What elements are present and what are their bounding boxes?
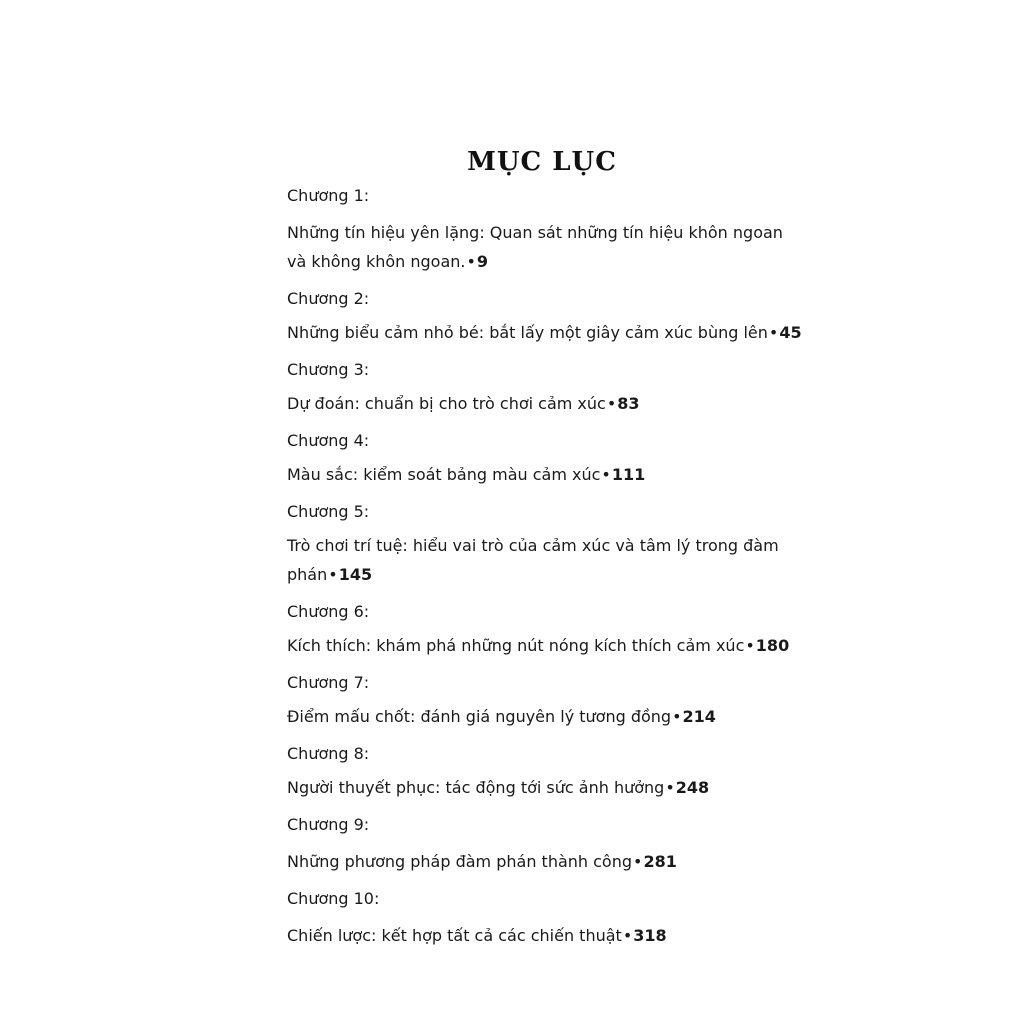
separator-bullet: • <box>768 323 779 342</box>
page-number: 281 <box>643 852 677 871</box>
page-number: 318 <box>633 926 667 945</box>
toc-entry-4 <box>287 431 807 489</box>
page-number: 83 <box>617 394 640 413</box>
chapter-label: Chương 9: <box>287 815 370 834</box>
chapter-title <box>287 847 807 876</box>
toc-entry-5 <box>287 502 807 589</box>
toc-entry-9 <box>287 815 807 876</box>
chapter-label: Chương 5: <box>287 502 370 521</box>
toc-entry-7 <box>287 673 807 731</box>
chapter-title <box>287 218 807 276</box>
chapter-label: Chương 3: <box>287 360 370 379</box>
chapter-label: Chương 10: <box>287 889 380 908</box>
chapter-label: Chương 4: <box>287 431 370 450</box>
chapter-title-text: Màu sắc: kiểm soát bảng màu cảm xúc <box>287 465 601 484</box>
chapter-title-text: Những biểu cảm nhỏ bé: bắt lấy một giây cảm xúc bùng lên <box>287 323 768 342</box>
toc-entry-10 <box>287 889 807 950</box>
separator-bullet: • <box>622 926 633 945</box>
chapter-title <box>287 531 807 589</box>
toc-entry-2 <box>287 289 807 347</box>
chapter-title-text: Trò chơi trí tuệ: hiểu vai trò của cảm xúc và tâm lý trong đàm phán <box>287 536 779 584</box>
toc-entry-6 <box>287 602 807 660</box>
toc-list <box>287 186 807 963</box>
chapter-title <box>287 389 807 418</box>
chapter-label: Chương 1: <box>287 186 370 205</box>
chapter-title-text: Điểm mấu chốt: đánh giá nguyên lý tương đồng <box>287 707 672 726</box>
chapter-label: Chương 7: <box>287 673 370 692</box>
chapter-title <box>287 631 807 660</box>
toc-entry-8 <box>287 744 807 802</box>
chapter-title <box>287 460 807 489</box>
toc-entry-3 <box>287 360 807 418</box>
page-number: 145 <box>338 565 373 584</box>
toc-entry-1 <box>287 186 807 276</box>
page-title: MỤC LỤC <box>467 147 617 178</box>
separator-bullet: • <box>466 252 476 271</box>
chapter-label: Chương 8: <box>287 744 370 763</box>
separator-bullet: • <box>633 852 643 871</box>
page-number: 180 <box>755 636 790 655</box>
page-number: 9 <box>476 252 489 271</box>
chapter-label: Chương 6: <box>287 602 370 621</box>
chapter-title-text: Chiến lược: kết hợp tất cả các chiến thuật <box>287 926 622 945</box>
chapter-title-text: Kích thích: khám phá những nút nóng kích thích cảm xúc <box>287 636 745 655</box>
separator-bullet: • <box>745 636 755 655</box>
chapter-title-text: Người thuyết phục: tác động tới sức ảnh hưởng <box>287 778 665 797</box>
page-number: 248 <box>675 778 710 797</box>
chapter-label: Chương 2: <box>287 289 370 308</box>
chapter-title <box>287 702 807 731</box>
chapter-title <box>287 773 807 802</box>
page-number: 111 <box>611 465 646 484</box>
chapter-title-text: Những tín hiệu yên lặng: Quan sát những tín hiệu khôn ngoan và không khôn ngoan. <box>287 223 783 271</box>
page-number: 214 <box>682 707 716 726</box>
chapter-title <box>287 921 807 950</box>
separator-bullet: • <box>328 565 338 584</box>
chapter-title-text: Dự đoán: chuẩn bị cho trò chơi cảm xúc <box>287 394 606 413</box>
chapter-title-text: Những phương pháp đàm phán thành công <box>287 852 633 871</box>
page-number: 45 <box>779 323 802 342</box>
separator-bullet: • <box>665 778 675 797</box>
separator-bullet: • <box>606 394 617 413</box>
chapter-title <box>287 318 807 347</box>
separator-bullet: • <box>601 465 611 484</box>
separator-bullet: • <box>672 707 682 726</box>
